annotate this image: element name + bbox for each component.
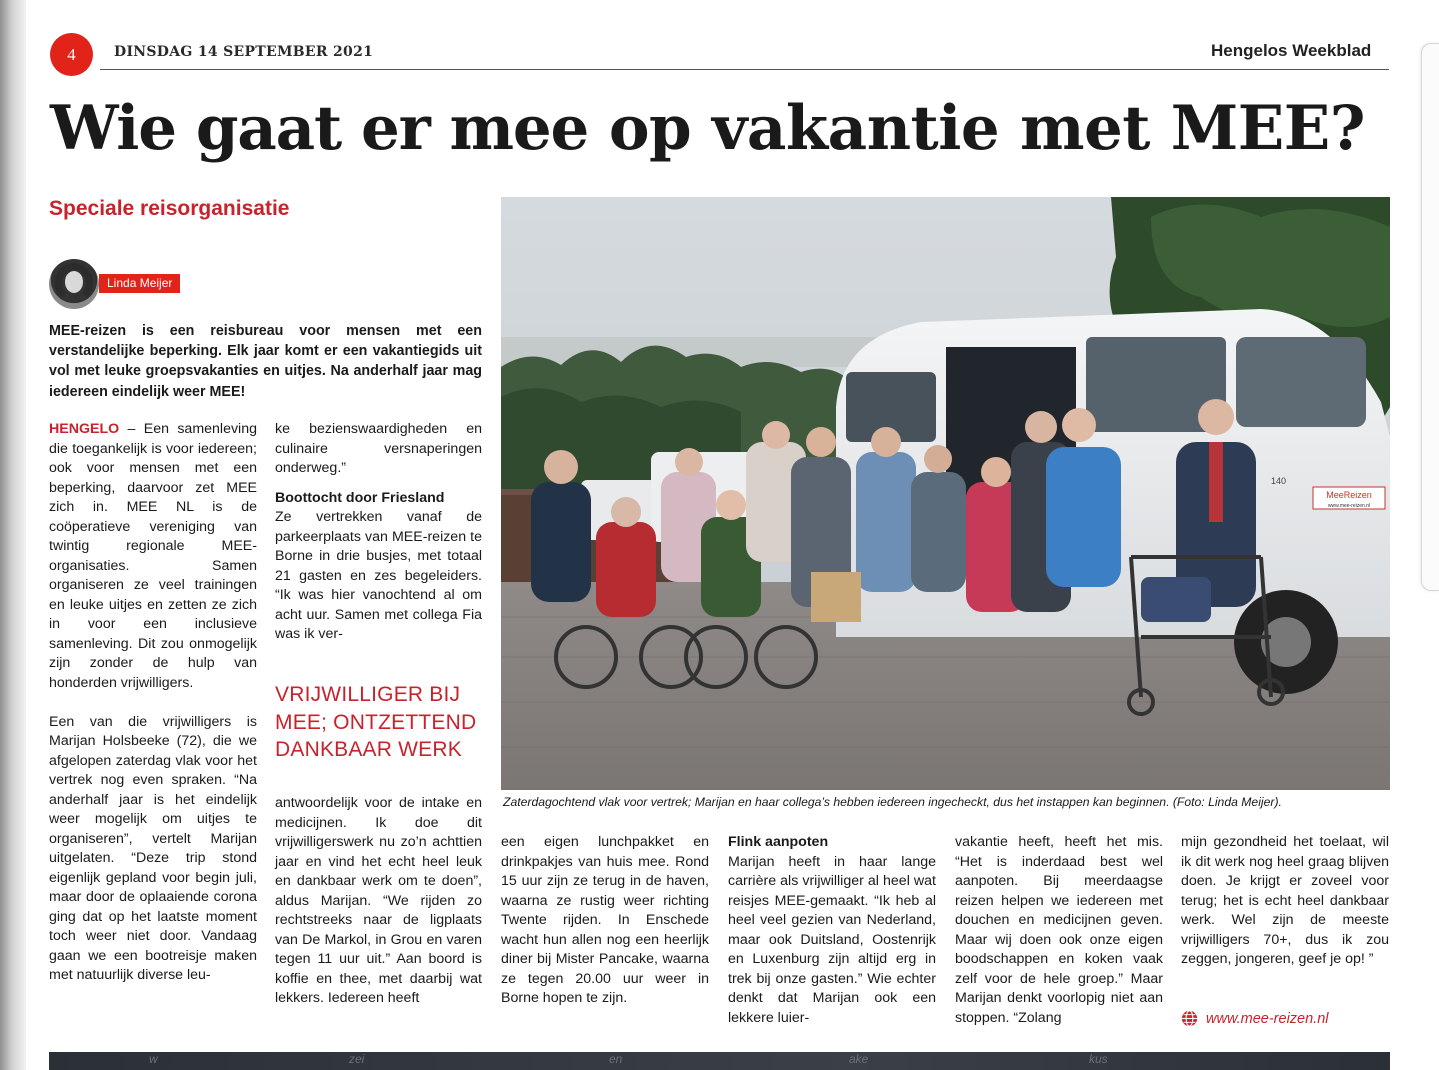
article-column-5 [955, 833, 1163, 1028]
page-title [50, 88, 1395, 170]
paragraph: Een van die vrijwilligers is Marijan Holsbeeke (72), die we afgelopen zaterdag vlak voor het vertrek nog even spraken. “Na anderhalf jaar is het eindelijk weer mogelijk om uitjes te organiseren”, vertelt Marijan uitgelaten. “Deze trip stond eigenlijk gepland voor begin juli, maar door de oplaaiende corona ging dat op het laatste moment toch weer niet door. Vandaag gaan we een bootreisje maken met natuurlijk diverse leu- [49, 713, 257, 983]
scroll-handle[interactable] [1421, 43, 1439, 591]
van-logo-text: MeeReizen [1326, 490, 1372, 500]
kicker: Speciale reisorganisatie [49, 197, 290, 220]
headline-rest: op vakantie met MEE? [588, 93, 1365, 164]
globe-icon [1181, 1010, 1198, 1027]
paragraph: – Een samenleving die toegankelijk is voor iedereen; ook voor mensen met een beperking, daarvoor zet MEE zich in. MEE NL is de coöperatieve vereniging van twintig regionale MEE-organisaties. Samen organiseren ze veel trainingen en leuke uitjes en zetten ze zich in voor een inclusieve samenleving. Dit zou onmogelijk zijn zonder de hulp van honderden vrijwilligers. [49, 421, 257, 691]
header-divider [100, 69, 1389, 70]
paragraph: mijn gezondheid het toelaat, wil ik dit werk nog heel graag blijven doen. Je krijgt er zoveel voor terug; het is echt heel dankbaar werk. Wel zijn de meeste vrijwilligers 70+, dus ik zou zeggen, jongeren, geef je op! ” [1181, 834, 1389, 967]
issue-date: DINSDAG 14 SEPTEMBER 2021 [114, 44, 374, 60]
website-url[interactable]: www.mee-reizen.nl [1206, 1010, 1329, 1027]
article-column-2-continued [275, 794, 482, 1009]
footer-banner: w zei en ake kus [49, 1052, 1390, 1070]
photo-caption: Zaterdagochtend vlak voor vertrek; Marijan en haar collega’s hebben iedereen ingecheckt, dus het instappen kan beginnen. (Foto: Linda Meijer). [503, 795, 1282, 809]
paragraph: Marijan heeft in haar lange carrière als vrijwilliger al heel wat reisjes MEE-gemaakt. “Ik heb al heel veel gezien van Nederland, maar ook Duitsland, Oostenrijk en Luxenburg zijn altijd erg in trek bij onze gasten.” Wie echter denkt dat Marijan ook een lekkere luier- [728, 853, 936, 1026]
dateline-location: HENGELO [49, 421, 120, 437]
subheading: Boottocht door Friesland [275, 489, 445, 506]
page-number-badge: 4 [50, 33, 93, 76]
paragraph: ke bezienswaardigheden en culinaire versnaperingen onderweg.” [275, 421, 482, 476]
paragraph: antwoordelijk voor de intake en medicijnen. Ik doe dit vrijwilligerswerk nu zo’n achttien jaar en vind het echt heel leuk en dankbaar werk om te doen”, aldus Marijan. “We rijden zo rechtstreeks naar de ligplaats van De Markol, in Grou en varen tegen 11 uur uit.” Aan boord is koffie en thee, met daarbij wat lekkers. Iedereen heeft [275, 795, 482, 1006]
shopping-bag [811, 572, 861, 622]
subheading: Flink aanpoten [728, 834, 829, 850]
page-fold-shadow [0, 0, 26, 1070]
article-intro: MEE-reizen is een reisbureau voor mensen met een verstandelijke beperking. Elk jaar komt er een vakantiegids uit vol met leuke groepsvakanties en uitjes. Na anderhalf jaar mag iedereen eindelijk weer MEE! [49, 323, 482, 400]
article-column-3 [501, 833, 709, 1009]
article-column-1 [49, 420, 257, 986]
website-link[interactable] [1181, 1010, 1329, 1027]
author-avatar [49, 259, 99, 309]
publication-name: Hengelos Weekblad [1211, 41, 1372, 60]
article-column-2 [275, 420, 482, 645]
walker-bag [1141, 577, 1211, 622]
van-number: 140 [1271, 476, 1287, 486]
photo-illustration [501, 197, 1390, 790]
van-url-text: www.mee-reizen.nl [1327, 503, 1371, 509]
paragraph: Ze vertrekken vanaf de parkeerplaats van MEE-reizen te Borne in drie busjes, met totaal 21 gasten en zes begeleiders. “Ik was hier vanochtend al om acht uur. Samen met collega Fia was ik ver- [275, 509, 482, 642]
paragraph: vakantie heeft, heeft het mis. “Het is inderdaad best wel aanpoten. Bij meerdaagse reizen helpen we iedereen met douchen en medicijnen geven. Maar wij doen ook onze eigen boodschappen en koken vaak zelf voor de hele groep.” Maar Marijan denkt voorlopig niet aan stoppen. “Zolang [955, 834, 1163, 1026]
article-column-4 [728, 833, 936, 1028]
group-photo [501, 197, 1390, 790]
author-byline: Linda Meijer [99, 274, 180, 293]
paragraph: een eigen lunchpakket en drinkpakjes van huis mee. Rond 15 uur zijn ze terug in de haven, waarna ze rustig weer richting Twente rijden. In Enschede wacht hun allen nog een heerlijk diner bij Mister Pancake, waarna ze tegen 20.00 uur weer in Borne hopen te zijn. [501, 834, 709, 1006]
article-column-6 [1181, 833, 1389, 970]
headline-bold: Wie gaat er mee [50, 93, 589, 164]
pull-quote: VRIJWILLIGER BIJ MEE; ONTZETTEND DANKBAAR WERK [275, 683, 477, 761]
